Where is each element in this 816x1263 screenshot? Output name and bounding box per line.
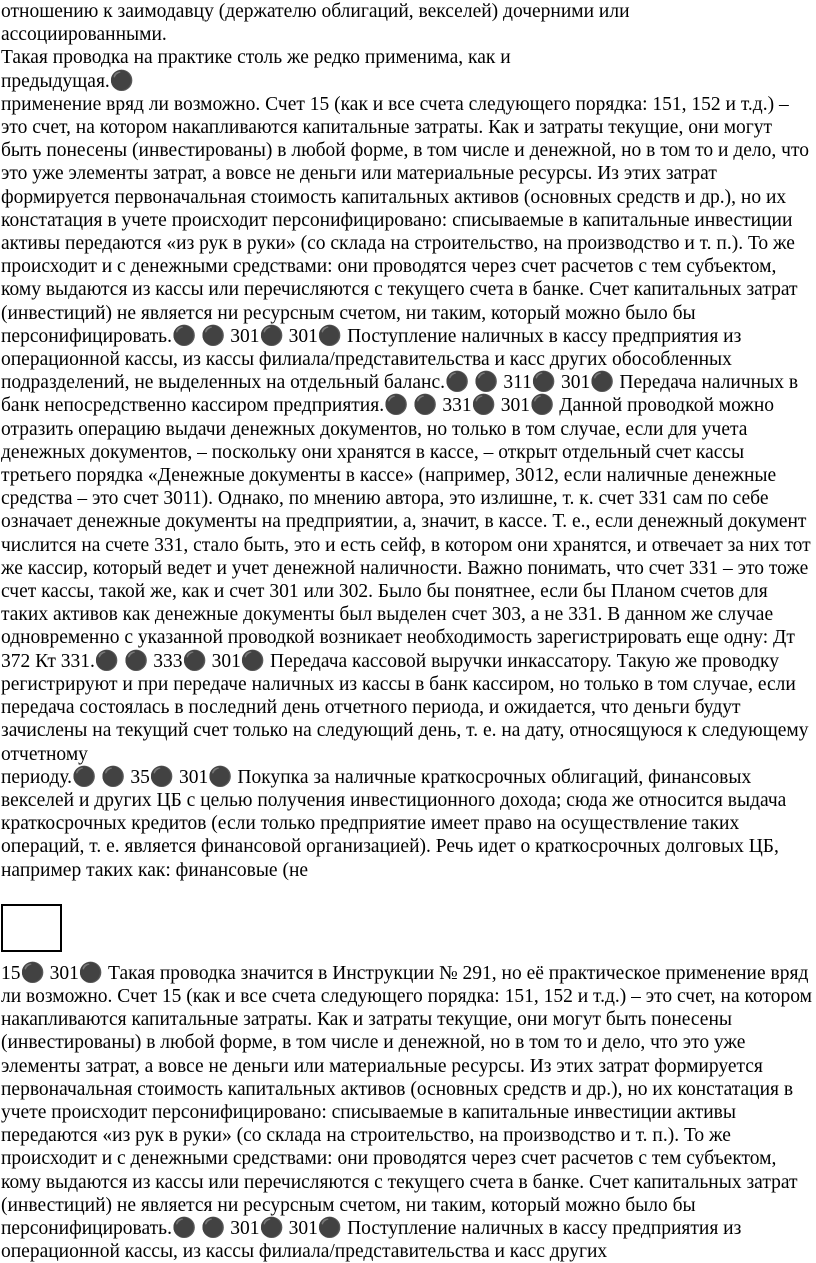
text-line: ассоциированными. <box>1 24 167 46</box>
text-line: предыдущая.⚫ <box>1 70 135 92</box>
image-placeholder-row <box>1 882 813 962</box>
image-placeholder-box <box>1 904 62 952</box>
text-line: Такая проводка на практике столь же редко применима, как и <box>1 47 511 69</box>
body-paragraph: периоду.⚫ ⚫ 35⚫ 301⚫ Покупка за наличные краткосрочных облигаций, финансовых векселей и других ЦБ с целью получения инвестиционного дохода; сюда же относится выдача краткосрочных кредитов (если только предприятие имеет право на осуществление таких операций, т. е. является финансовой организацией). Речь идет о краткосрочных долговых ЦБ, например таких как: финансовые (не <box>1 766 787 881</box>
document-page <box>1 0 813 1263</box>
text-line: отношению к заимодавцу (держателю облигаций, векселей) дочерними или <box>1 1 630 22</box>
body-paragraph: 15⚫ 301⚫ Такая проводка значится в Инструкции № 291, но её практическое применение вряд ли возможно. Счет 15 (как и все счета следующего порядка: 151, 152 и т.д.) – это счет, на котором накапливаются капитальные затраты. Как и затраты текущие, они могут быть понесены (инвестированы) в любой форме, в том числе и денежной, но в том то и дело, что это уже элементы затрат, а вовсе не деньги или материальные ресурсы. Из этих затрат формируется первоначальная стоимость капитальных активов (основных средств и др.), но их констатация в учете происходит персонифицировано: списываемые в капитальные инвестиции активы передаются «из рук в руки» (со склада на строительство, на производство и т. п.). То же происходит и с денежными средствами: они проводятся через счет расчетов с тем субъектом, кому выдаются из кассы или перечисляются с текущего счета в банке. Счет капитальных затрат (инвестиций) не является ни ресурсным счетом, ни таким, который можно было бы персонифицировать.⚫ ⚫ 301⚫ 301⚫ Поступление наличных в кассу предприятия из операционной кассы, из кассы филиала/представительства и касс других <box>1 962 812 1263</box>
body-paragraph: применение вряд ли возможно. Счет 15 (как и все счета следующего порядка: 151, 152 и т.д.) – это счет, на котором накапливаются капитальные затраты. Как и затраты текущие, они могут быть понесены (инвестированы) в любой форме, в том числе и денежной, но в том то и дело, что это уже элементы затрат, а вовсе не деньги или материальные ресурсы. Из этих затрат формируется первоначальная стоимость капитальных активов (основных средств и др.), но их констатация в учете происходит персонифицировано: списываемые в капитальные инвестиции активы передаются «из рук в руки» (со склада на строительство, на производство и т. п.). То же происходит и с денежными средствами: они проводятся через счет расчетов с тем субъектом, кому выдаются из кассы или перечисляются с текущего счета в банке. Счет капитальных затрат (инвестиций) не является ни ресурсным счетом, ни таким, который можно было бы персонифицировать.⚫ ⚫ 301⚫ 301⚫ Поступление наличных в кассу предприятия из операционной кассы, из кассы филиала/представительства и касс других обособленных подразделений, не выделенных на отдельный баланс.⚫ ⚫ 311⚫ 301⚫ Передача наличных в банк непосредственно кассиром предприятия.⚫ ⚫ 331⚫ 301⚫ Данной проводкой можно отразить операцию выдачи денежных документов, но только в том случае, если для учета денежных документов, – поскольку они хранятся в кассе, – открыт отдельный счет кассы третьего порядка «Денежные документы в кассе» (например, 3012, если наличные денежные средства – это счет 3011). Однако, по мнению автора, это излишне, т. к. счет 331 сам по себе означает денежные документы на предприятии, а, значит, в кассе. Т. е., если денежный документ числится на счете 331, стало быть, это и есть сейф, в котором они хранятся, и отвечает за них тот же кассир, который ведет и учет денежной наличности. Важно понимать, что счет 331 – это тоже счет кассы, такой же, как и счет 301 или 302. Было бы понятнее, если бы Планом счетов для таких активов как денежные документы был выделен счет 303, а не 331. В данном же случае одновременно с указанной проводкой возникает необходимость зарегистрировать еще одну: Дт 372 Кт 331.⚫ ⚫ 333⚫ 301⚫ Передача кассовой выручки инкассатору. Такую же проводку регистрируют и при передаче наличных из кассы в банк кассиром, но только в том случае, если передача состоялась в последний день отчетного периода, и ожидается, что деньги будут зачислены на текущий счет только на следующий день, т. е. на дату, относящуюся к следующему отчетному <box>1 93 811 765</box>
